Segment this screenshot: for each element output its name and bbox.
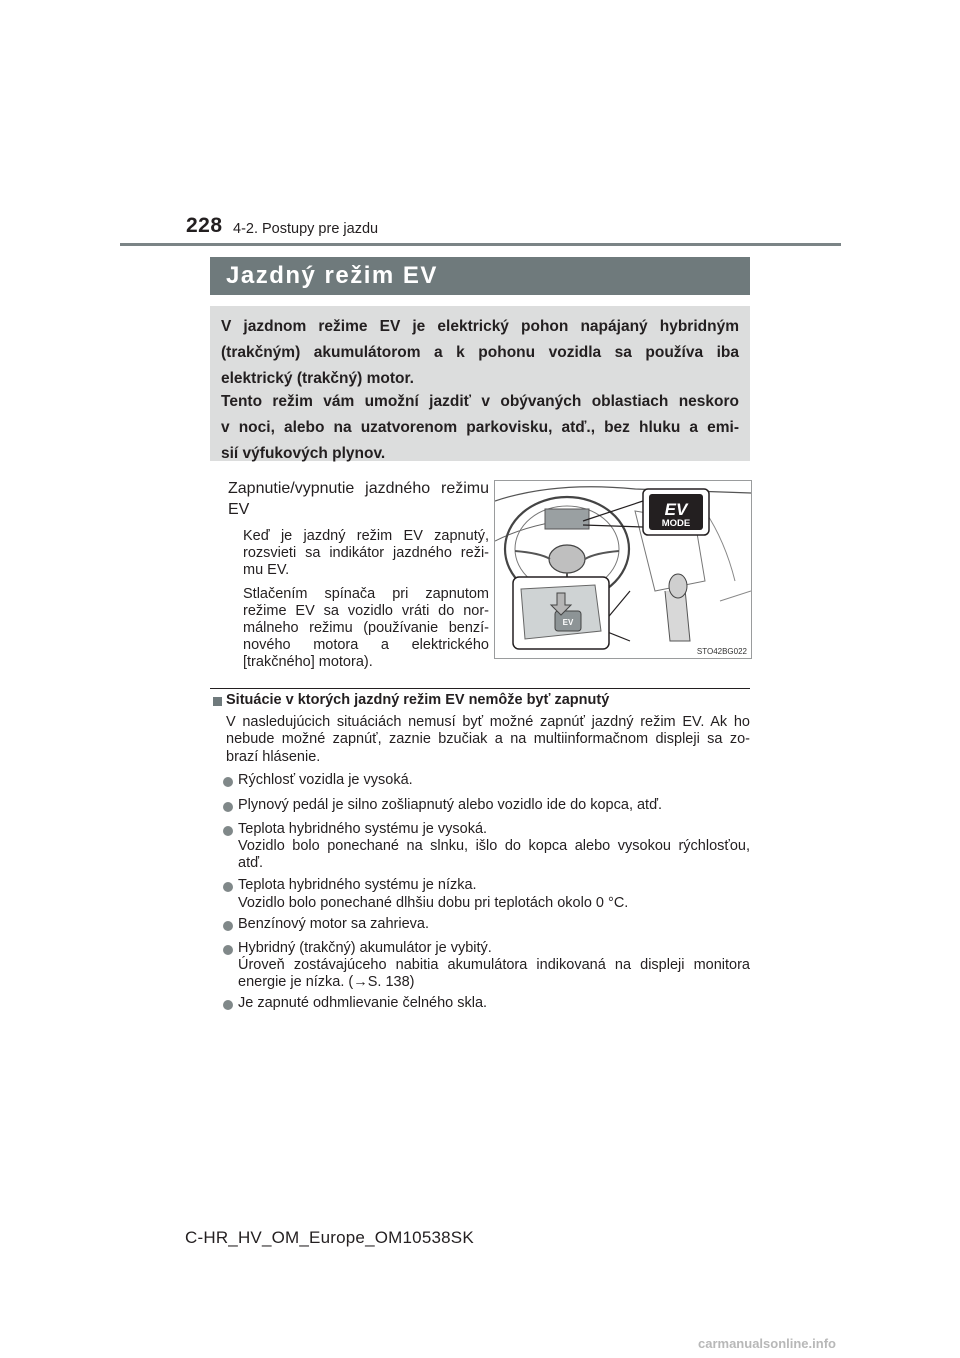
instrument-cluster [545, 509, 589, 529]
bullet-dot-icon [223, 826, 233, 836]
watermark: carmanualsonline.info [698, 1336, 836, 1351]
situation-item-1: Rýchlosť vozidla je vysoká. [238, 772, 413, 788]
intro-line: V jazdnom režime EV je elektrický pohon napájaný hybridným [221, 318, 739, 335]
figure-code: STO42BG022 [696, 647, 747, 656]
gear-knob [669, 574, 687, 598]
section-separator [210, 688, 750, 689]
indicator-top-label: EV [664, 500, 688, 519]
dashboard-illustration [494, 480, 752, 659]
situations-intro: V nasledujúcich situáciách nemusí byť možné zapnúť jazdný režim EV. Ak ho nebude možné zapnúť, zaznie bzučiak a na multiinformačnom displeji sa zo- brazí hlásenie. [226, 714, 750, 765]
dashboard-drawing [495, 481, 751, 658]
callout-line [583, 525, 643, 527]
intro-line: (trakčným) akumulátorom a k pohonu vozidla sa používa iba [221, 344, 739, 361]
switch-text-1: Keď je jazdný režim EV zapnutý, rozsvieti sa indikátor jazdného reži- mu EV. [243, 528, 489, 578]
bullet-dot-icon [223, 921, 233, 931]
situation-item-2: Plynový pedál je silno zošliapnutý alebo vozidlo ide do kopca, atď. [238, 797, 663, 813]
page-number: 228 [186, 214, 223, 237]
bullet-dot-icon [223, 802, 233, 812]
dash-line [495, 487, 751, 501]
situation-item-4: Teplota hybridného systému je nízka. [238, 877, 477, 893]
header-rule [120, 243, 841, 246]
bullet-dot-icon [223, 945, 233, 955]
square-bullet-icon [213, 697, 222, 706]
situation-item-3-detail: Vozidlo bolo ponechané na slnku, išlo do kopca alebo vysokou rýchlosťou, atď. [238, 838, 750, 872]
bullet-dot-icon [223, 882, 233, 892]
switch-label: EV [562, 618, 574, 627]
switch-text-2: Stlačením spínača pri zapnutom režime EV sa vozidlo vráti do nor- málneho režimu (používanie benzí- nového motora a elektrického [trakčného] motora). [243, 586, 489, 670]
situations-title: Situácie v ktorých jazdný režim EV nemôže byť zapnutý [226, 692, 610, 708]
title-bar [210, 257, 750, 295]
bullet-dot-icon [223, 1000, 233, 1010]
situation-item-6: Hybridný (trakčný) akumulátor je vybitý. [238, 940, 492, 956]
footer-document-code: C-HR_HV_OM_Europe_OM10538SK [185, 1228, 474, 1247]
situation-item-5: Benzínový motor sa zahrieva. [238, 916, 430, 932]
switch-heading: Zapnutie/vypnutie jazdného režimu EV [228, 480, 489, 518]
situation-item-3: Teplota hybridného systému je vysoká. [238, 821, 488, 837]
intro-line: v noci, alebo na uzatvorenom parkovisku, atď., bez hluku a emi- [221, 419, 739, 436]
intro-line: sií výfukových plynov. [221, 445, 386, 462]
steering-hub [549, 545, 585, 573]
situation-item-4-detail: Vozidlo bolo ponechané dlhšiu dobu pri teplotách okolo 0 °C. [238, 895, 629, 911]
section-reference: 4-2. Postupy pre jazdu [233, 221, 379, 237]
situation-item-6-detail: Úroveň zostávajúceho nabitia akumulátora indikovaná na displeji monitora energie je nízka. (→S. 138) [238, 957, 750, 991]
intro-line: elektrický (trakčný) motor. [221, 370, 414, 387]
intro-paragraph-2 [221, 389, 739, 467]
door-lines [705, 511, 751, 601]
intro-box [210, 306, 750, 461]
page-title: Jazdný režim EV [226, 262, 438, 289]
intro-paragraph-1 [221, 314, 739, 392]
intro-line: Tento režim vám umožní jazdiť v obývaných oblastiach neskoro [221, 393, 739, 410]
situation-item-7: Je zapnuté odhmlievanie čelného skla. [238, 995, 488, 1011]
indicator-bottom-label: MODE [661, 518, 691, 529]
bullet-dot-icon [223, 777, 233, 787]
